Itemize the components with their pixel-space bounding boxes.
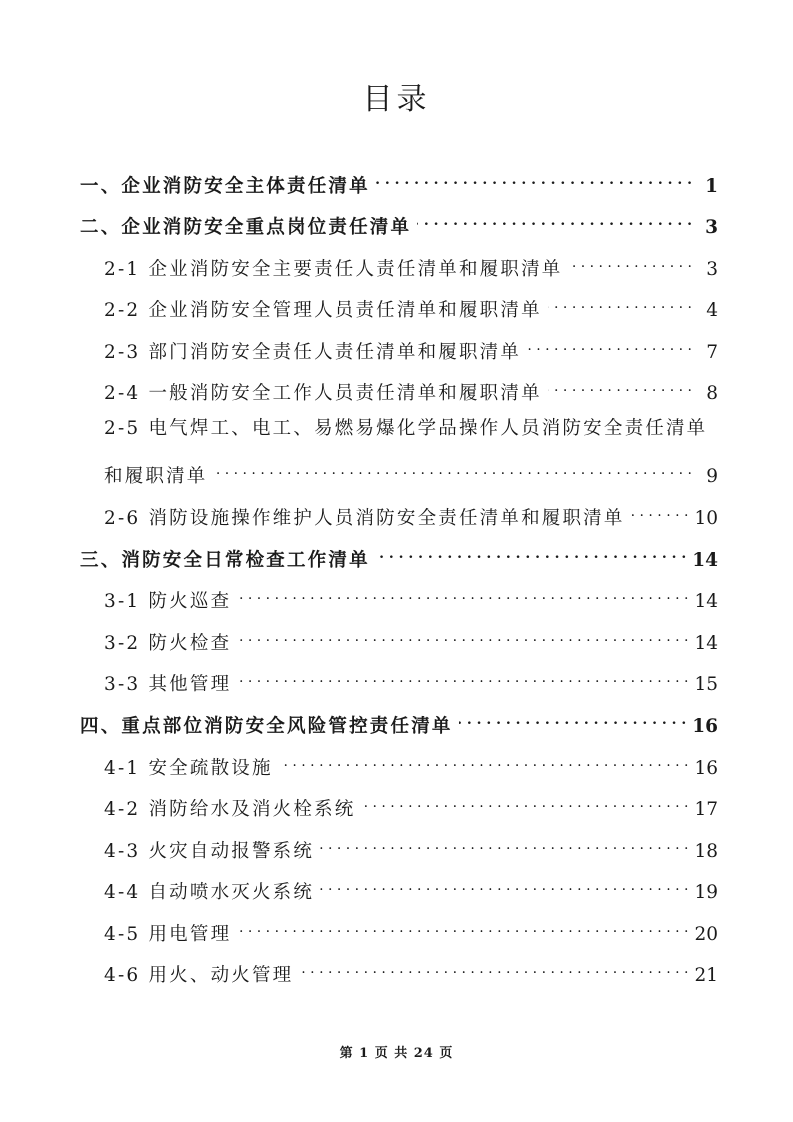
toc-entry-4[interactable] <box>80 708 718 739</box>
toc-entry-2-2[interactable] <box>104 292 718 323</box>
toc-page-number: 19 <box>694 882 718 903</box>
toc-page-number: 16 <box>692 716 718 737</box>
toc-entry-3-1[interactable] <box>104 583 718 614</box>
toc-entry-label: 和履职清单 <box>104 466 208 487</box>
page-title: 目录 <box>362 82 431 117</box>
toc-entry-label: 2-3 部门消防安全责任人责任清单和履职清单 <box>104 342 522 363</box>
toc-entry-label: 2-6 消防设施操作维护人员消防安全责任清单和履职清单 <box>104 508 625 529</box>
page-footer: 第 1 页 共 24 页 <box>339 1046 454 1061</box>
toc-leader-dots <box>237 916 688 940</box>
toc-leader-dots <box>459 708 687 732</box>
toc-entry-4-2[interactable] <box>104 791 718 822</box>
toc-page-number: 14 <box>694 633 718 654</box>
toc-entry-label: 2-2 企业消防安全管理人员责任清单和履职清单 <box>104 300 542 321</box>
toc-entry-4-3[interactable] <box>104 833 718 864</box>
toc-leader-dots <box>631 500 689 524</box>
toc-entry-4-4[interactable] <box>104 874 718 905</box>
toc-entry-label: 4-6 用火、动火管理 <box>104 965 294 986</box>
toc-leader-dots <box>320 874 688 898</box>
toc-leader-dots <box>320 833 688 857</box>
table-of-contents <box>0 160 793 1000</box>
toc-page-number: 20 <box>694 924 718 945</box>
toc-entry-2-6[interactable] <box>104 500 718 531</box>
toc-leader-dots <box>237 583 688 607</box>
toc-entry-2-1[interactable] <box>104 251 718 282</box>
toc-page-number: 8 <box>706 383 718 404</box>
toc-leader-dots <box>299 957 688 981</box>
toc-entry-label: 一、企业消防安全主体责任清单 <box>80 176 370 197</box>
toc-entry-1[interactable] <box>80 168 718 199</box>
toc-page-number: 17 <box>694 799 718 820</box>
toc-page-number: 7 <box>706 342 718 363</box>
toc-leader-dots <box>376 168 692 192</box>
toc-leader-dots <box>527 334 692 358</box>
toc-page-number: 9 <box>706 466 718 487</box>
toc-page-number: 4 <box>706 300 718 321</box>
toc-entry-2[interactable] <box>80 209 718 240</box>
toc-entry-4-1[interactable] <box>104 750 718 781</box>
toc-entry-2-5-line1[interactable]: 2-5 电气焊工、电工、易燃易爆化学品操作人员消防安全责任清单 <box>104 418 708 439</box>
toc-entry-label: 4-5 用电管理 <box>104 924 232 945</box>
toc-leader-dots <box>214 458 692 482</box>
toc-entry-4-6[interactable] <box>104 957 718 988</box>
toc-page-number: 10 <box>694 508 718 529</box>
toc-entry-label: 4-2 消防给水及消火栓系统 <box>104 799 356 820</box>
toc-leader-dots <box>548 375 692 399</box>
toc-entry-3-2[interactable] <box>104 625 718 656</box>
toc-page-number: 3 <box>705 217 718 238</box>
toc-entry-2-3[interactable] <box>104 334 718 365</box>
toc-entry-label: 四、重点部位消防安全风险管控责任清单 <box>80 716 453 737</box>
toc-entry-label: 3-1 防火巡查 <box>104 591 232 612</box>
toc-leader-dots <box>361 791 688 815</box>
toc-entry-label: 3-2 防火检查 <box>104 633 232 654</box>
toc-leader-dots <box>568 251 692 275</box>
toc-page-number: 14 <box>694 591 718 612</box>
toc-entry-label: 4-4 自动喷水灭火系统 <box>104 882 315 903</box>
toc-leader-dots <box>376 542 686 566</box>
toc-leader-dots <box>279 750 689 774</box>
toc-entry-2-4[interactable] <box>104 375 718 406</box>
toc-entry-3-3[interactable] <box>104 666 718 697</box>
toc-page-number: 15 <box>694 674 718 695</box>
toc-leader-dots <box>548 292 692 316</box>
toc-leader-dots <box>237 625 688 649</box>
toc-page-number: 21 <box>694 965 718 986</box>
toc-entry-label: 三、消防安全日常检查工作清单 <box>80 550 370 571</box>
toc-page-number: 3 <box>706 259 718 280</box>
toc-page-number: 16 <box>694 758 718 779</box>
toc-entry-label: 4-3 火灾自动报警系统 <box>104 841 315 862</box>
toc-page-number: 14 <box>692 550 718 571</box>
toc-page-number: 18 <box>694 841 718 862</box>
toc-entry-label: 3-3 其他管理 <box>104 674 232 695</box>
toc-entry-label: 二、企业消防安全重点岗位责任清单 <box>80 217 412 238</box>
toc-entry-2-5[interactable] <box>104 458 718 489</box>
toc-leader-dots <box>237 666 688 690</box>
toc-entry-4-5[interactable] <box>104 916 718 947</box>
toc-page-number: 1 <box>705 176 718 197</box>
toc-leader-dots <box>417 209 692 233</box>
toc-entry-3[interactable] <box>80 542 718 573</box>
toc-entry-label: 4-1 安全疏散设施 <box>104 758 273 779</box>
toc-entry-label: 2-1 企业消防安全主要责任人责任清单和履职清单 <box>104 259 563 280</box>
toc-entry-label: 2-4 一般消防安全工作人员责任清单和履职清单 <box>104 383 542 404</box>
